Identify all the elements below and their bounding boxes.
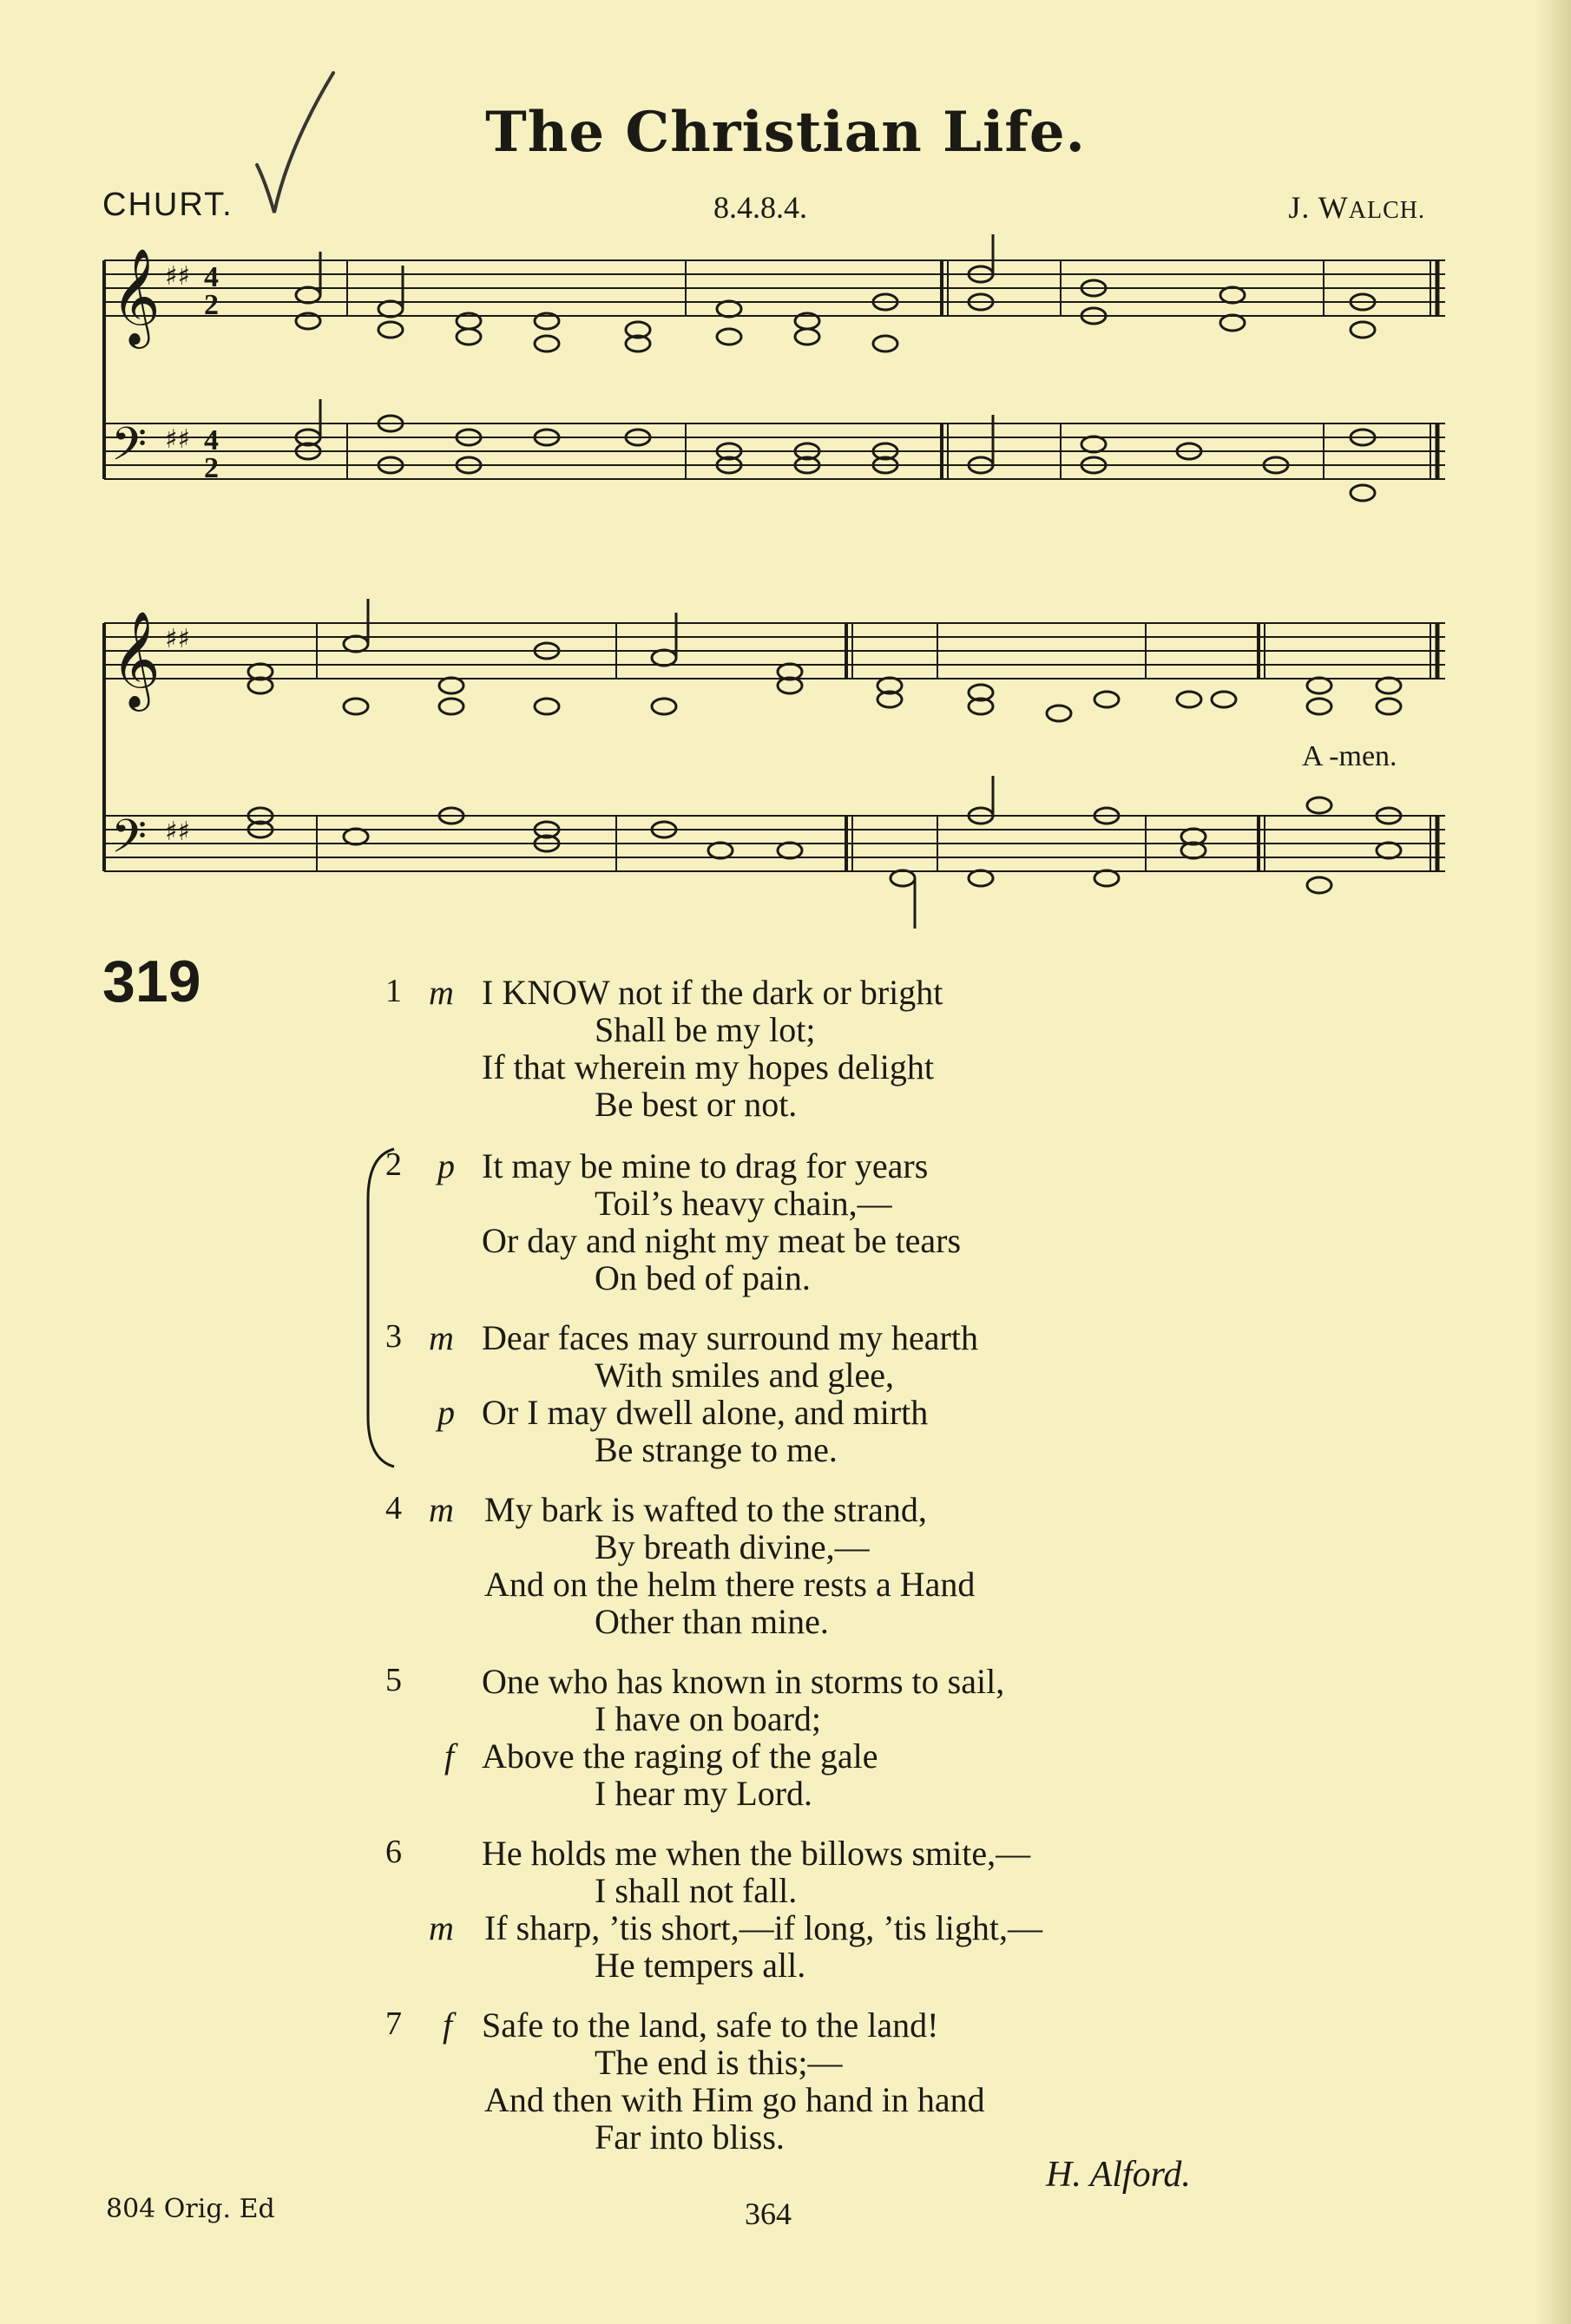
verse-line: Toil’s heavy chain,— [595,1184,892,1223]
verse-line: Safe to the land, safe to the land! [482,2006,939,2045]
edition-note: 804 Orig. Ed [106,2194,275,2224]
key-sharps-bass-2: ♯♯ [165,817,191,847]
bass-clef-icon-2: 𝄢 [111,811,148,875]
composer-surname: ALCH. [1348,197,1425,224]
verse-line: Be best or not. [595,1085,798,1124]
bass-staff-2 [104,816,1445,871]
verse-number: 1 [385,973,402,1009]
dynamic-marking: m [429,1490,454,1529]
verse-brace [363,1147,398,1468]
verse-line: I hear my Lord. [595,1774,813,1813]
key-sharps-treble-2: ♯♯ [165,624,191,654]
hymn-number: 319 [102,949,201,1014]
barlines-2 [317,623,1437,871]
amen-text: A -men. [1302,740,1397,772]
verse-line: He tempers all. [595,1946,806,1985]
dynamic-marking: m [429,1908,454,1947]
music-score [95,234,1458,946]
verse-line: On bed of pain. [595,1258,811,1297]
verse-line: I have on board; [595,1699,822,1738]
verse-line: The end is this;— [595,2043,843,2082]
treble-clef-icon-2: 𝄞 [111,610,161,707]
handwritten-checkmark-icon [253,69,340,217]
verse-number: 6 [385,1834,402,1870]
bass-staff-1 [104,423,1445,479]
verse-line: Above the raging of the gale [482,1736,878,1776]
page-number: 364 [745,2196,792,2231]
dynamic-marking: p [437,1146,455,1185]
tune-name: CHURT. [102,187,233,223]
verse-number: 3 [385,1318,402,1355]
verse-number: 7 [385,2006,402,2042]
verse-line: Shall be my lot; [595,1010,816,1049]
key-sharps-bass: ♯♯ [165,424,191,455]
verse-line: If sharp, ’tis short,—if long, ’tis light,— [484,1908,1042,1947]
treble-clef-icon: 𝄞 [111,247,161,345]
verse-line: And on the helm there rests a Hand [484,1565,976,1604]
verse-line: If that wherein my hopes delight [482,1047,934,1087]
composer-initial: J. W [1288,190,1349,225]
verse-line: Be strange to me. [595,1430,838,1469]
meter: 8.4.8.4. [713,190,807,225]
verse-number: 5 [385,1662,402,1698]
key-sharps-treble: ♯♯ [165,261,191,292]
author-attribution: H. Alford. [1046,2155,1191,2195]
composer [1288,189,1425,226]
dynamic-marking: m [429,973,454,1012]
notes-system-2 [248,599,1401,929]
verse-line: One who has known in storms to sail, [482,1662,1005,1701]
clefs-and-keys-1 [111,247,219,484]
verse-line: Far into bliss. [595,2117,785,2157]
time-sig-bottom-treble: 2 [204,289,219,321]
system-2 [104,623,1445,871]
verse-number: 2 [385,1146,402,1183]
verse-line: Dear faces may surround my hearth [482,1318,978,1357]
dynamic-marking: f [444,1736,455,1776]
time-sig-bottom-bass: 2 [204,452,219,484]
verse-line: By breath divine,— [595,1527,870,1566]
verse-line: And then with Him go hand in hand [484,2080,985,2119]
verse-line: I KNOW not if the dark or bright [482,973,943,1012]
dynamic-marking: m [429,1318,454,1357]
verse-line: My bark is wafted to the strand, [484,1490,927,1529]
verse-line: With smiles and glee, [595,1356,894,1395]
dynamic-marking: f [443,2006,453,2045]
verse-number: 4 [385,1490,402,1526]
dynamic-marking: p [437,1393,455,1432]
section-title: The Christian Life. [485,100,1086,165]
time-sig-top-treble: 4 [204,261,219,293]
page-edge-shadow [1536,0,1571,2324]
clefs-and-keys-2 [111,610,190,875]
treble-staff-2 [104,623,1445,679]
bass-clef-icon: 𝄢 [111,418,148,483]
verse-line: Other than mine. [595,1602,829,1641]
time-sig-top-bass: 4 [204,424,219,456]
verse-line: I shall not fall. [595,1871,798,1910]
verse-line: He holds me when the billows smite,— [482,1834,1031,1873]
verse-line: Or I may dwell alone, and mirth [482,1393,929,1432]
verse-line: It may be mine to drag for years [482,1146,929,1185]
verse-line: Or day and night my meat be tears [482,1221,962,1260]
